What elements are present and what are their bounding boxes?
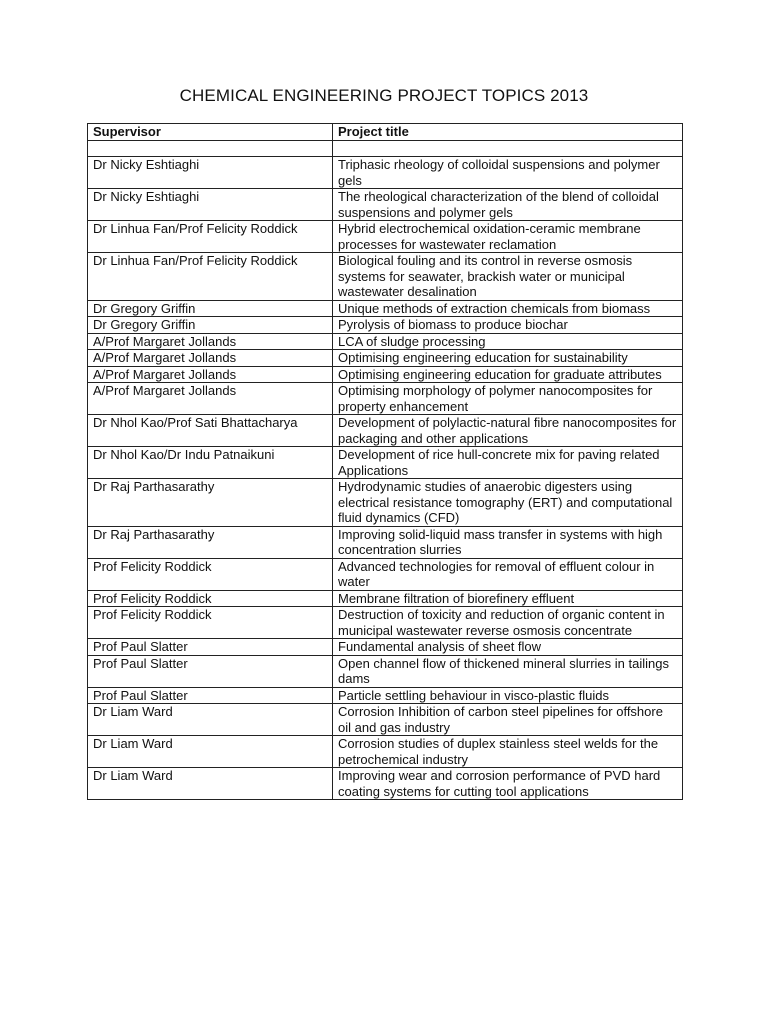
project-title-cell: Corrosion studies of duplex stainless steel welds for the petrochemical industry: [333, 736, 683, 768]
table-row: [88, 447, 683, 479]
supervisor-cell: Dr Gregory Griffin: [88, 300, 333, 317]
project-title-cell: Destruction of toxicity and reduction of organic content in municipal wastewater reverse osmosis concentrate: [333, 607, 683, 639]
project-title-cell: Particle settling behaviour in visco-plastic fluids: [333, 687, 683, 704]
table-row: [88, 768, 683, 800]
table-row: [88, 189, 683, 221]
supervisor-cell: A/Prof Margaret Jollands: [88, 366, 333, 383]
table-row: [88, 607, 683, 639]
supervisor-cell: A/Prof Margaret Jollands: [88, 383, 333, 415]
table-row: [88, 479, 683, 527]
table-row: [88, 383, 683, 415]
supervisor-cell: Prof Paul Slatter: [88, 687, 333, 704]
table-header-row: [88, 124, 683, 141]
project-title-cell: Hydrodynamic studies of anaerobic digesters using electrical resistance tomography (ERT) and computational fluid dynamics (CFD): [333, 479, 683, 527]
supervisor-cell: Prof Felicity Roddick: [88, 590, 333, 607]
project-title-cell: Optimising engineering education for sustainability: [333, 350, 683, 367]
project-title-cell: Optimising morphology of polymer nanocomposites for property enhancement: [333, 383, 683, 415]
supervisor-cell: Dr Linhua Fan/Prof Felicity Roddick: [88, 221, 333, 253]
project-title-cell: Optimising engineering education for graduate attributes: [333, 366, 683, 383]
supervisor-cell: Dr Nicky Eshtiaghi: [88, 157, 333, 189]
table-row: [88, 736, 683, 768]
project-topics-table: [87, 123, 683, 800]
project-title-cell: Unique methods of extraction chemicals from biomass: [333, 300, 683, 317]
table-row: [88, 157, 683, 189]
table-body: [88, 141, 683, 800]
project-title-cell: Open channel flow of thickened mineral slurries in tailings dams: [333, 655, 683, 687]
project-title-cell: Advanced technologies for removal of effluent colour in water: [333, 558, 683, 590]
project-title-cell: Corrosion Inhibition of carbon steel pipelines for offshore oil and gas industry: [333, 704, 683, 736]
supervisor-cell: Dr Liam Ward: [88, 768, 333, 800]
project-title-cell: Membrane filtration of biorefinery effluent: [333, 590, 683, 607]
project-title-cell: The rheological characterization of the blend of colloidal suspensions and polymer gels: [333, 189, 683, 221]
project-title-cell: Development of polylactic-natural fibre nanocomposites for packaging and other applications: [333, 415, 683, 447]
table-row: [88, 350, 683, 367]
table-row: [88, 333, 683, 350]
supervisor-cell: Dr Liam Ward: [88, 736, 333, 768]
supervisor-column-header: Supervisor: [88, 124, 333, 141]
project-title-cell: Biological fouling and its control in reverse osmosis systems for seawater, brackish water or municipal wastewater desalination: [333, 253, 683, 301]
table-row: [88, 639, 683, 656]
table-row: [88, 526, 683, 558]
table-spacer-row: [88, 141, 683, 157]
supervisor-cell: Dr Gregory Griffin: [88, 317, 333, 334]
table-row: [88, 415, 683, 447]
project-title-cell: Pyrolysis of biomass to produce biochar: [333, 317, 683, 334]
table-row: [88, 221, 683, 253]
project-title-cell: Hybrid electrochemical oxidation-ceramic membrane processes for wastewater reclamation: [333, 221, 683, 253]
supervisor-cell: A/Prof Margaret Jollands: [88, 350, 333, 367]
table-row: [88, 366, 683, 383]
table-row: [88, 558, 683, 590]
supervisor-cell: Dr Liam Ward: [88, 704, 333, 736]
supervisor-cell: Dr Nhol Kao/Prof Sati Bhattacharya: [88, 415, 333, 447]
project-title-cell: Fundamental analysis of sheet flow: [333, 639, 683, 656]
supervisor-cell: A/Prof Margaret Jollands: [88, 333, 333, 350]
empty-cell: [333, 141, 683, 157]
table-row: [88, 300, 683, 317]
project-title-column-header: Project title: [333, 124, 683, 141]
supervisor-cell: Prof Paul Slatter: [88, 655, 333, 687]
table-row: [88, 704, 683, 736]
project-title-cell: Triphasic rheology of colloidal suspensions and polymer gels: [333, 157, 683, 189]
table-row: [88, 253, 683, 301]
project-title-cell: Improving wear and corrosion performance of PVD hard coating systems for cutting tool applications: [333, 768, 683, 800]
empty-cell: [88, 141, 333, 157]
supervisor-cell: Dr Raj Parthasarathy: [88, 479, 333, 527]
table-row: [88, 655, 683, 687]
supervisor-cell: Dr Linhua Fan/Prof Felicity Roddick: [88, 253, 333, 301]
supervisor-cell: Dr Raj Parthasarathy: [88, 526, 333, 558]
table-row: [88, 590, 683, 607]
table-row: [88, 687, 683, 704]
project-title-cell: Development of rice hull-concrete mix for paving related Applications: [333, 447, 683, 479]
supervisor-cell: Dr Nicky Eshtiaghi: [88, 189, 333, 221]
supervisor-cell: Prof Felicity Roddick: [88, 607, 333, 639]
project-title-cell: LCA of sludge processing: [333, 333, 683, 350]
project-title-cell: Improving solid-liquid mass transfer in systems with high concentration slurries: [333, 526, 683, 558]
supervisor-cell: Prof Felicity Roddick: [88, 558, 333, 590]
supervisor-cell: Dr Nhol Kao/Dr Indu Patnaikuni: [88, 447, 333, 479]
page-title: CHEMICAL ENGINEERING PROJECT TOPICS 2013: [179, 86, 589, 105]
table-row: [88, 317, 683, 334]
supervisor-cell: Prof Paul Slatter: [88, 639, 333, 656]
